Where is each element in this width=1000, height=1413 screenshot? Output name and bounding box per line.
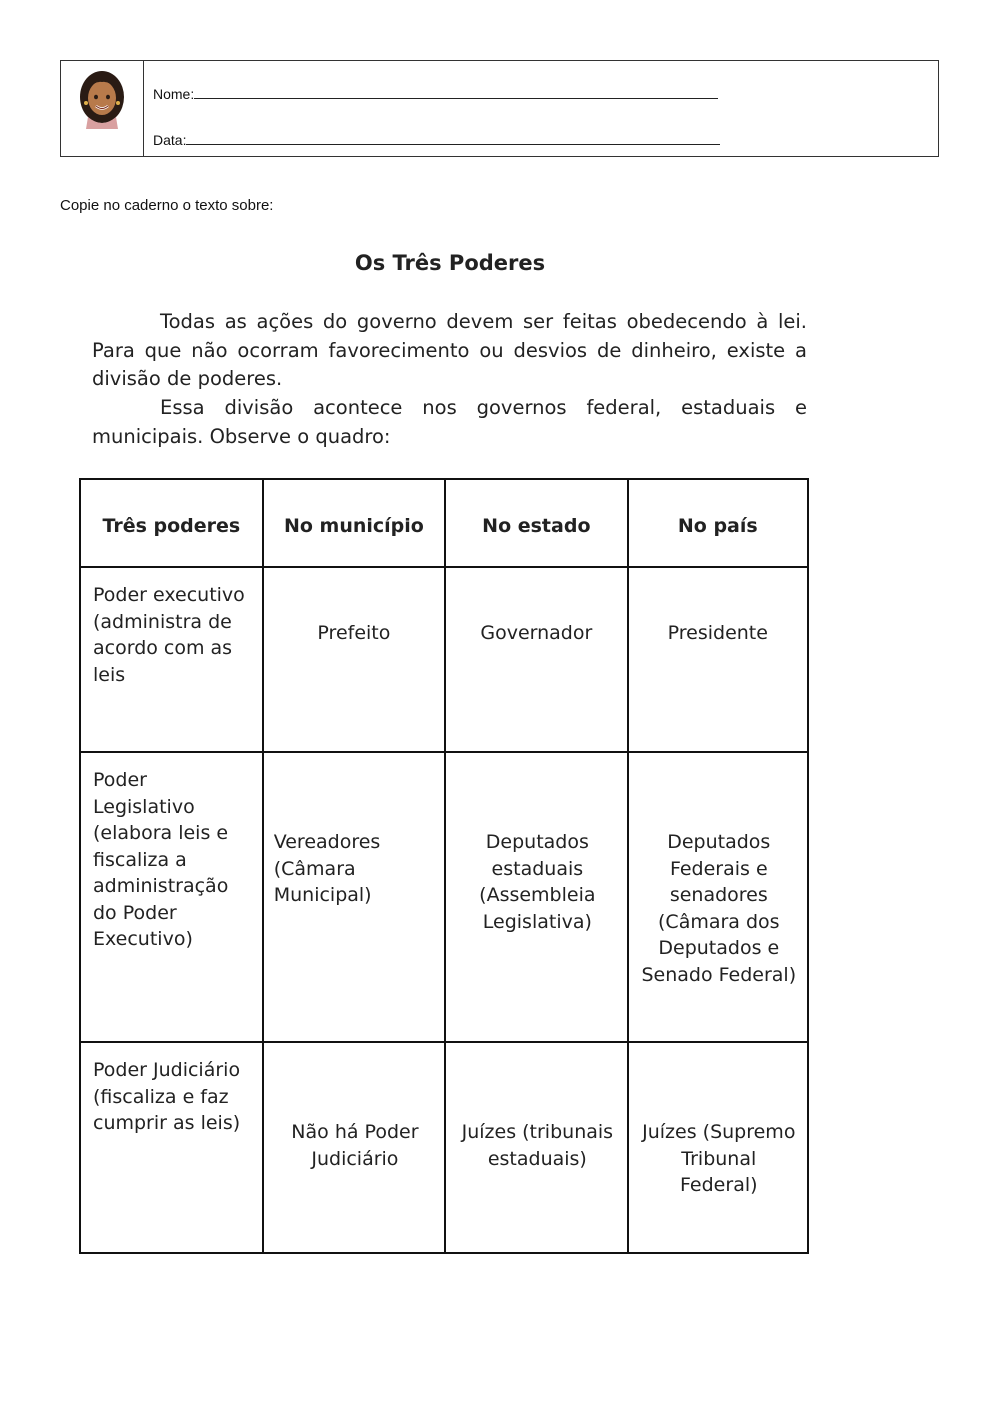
instruction-text: Copie no caderno o texto sobre: <box>60 197 274 214</box>
cell-municipio: Prefeito <box>263 567 445 752</box>
name-date-fields <box>144 61 938 156</box>
cell-pais: Juízes (Supremo Tribunal Federal) <box>628 1042 808 1253</box>
table-row <box>80 752 808 1042</box>
three-powers-table <box>79 478 809 1254</box>
date-field[interactable] <box>153 132 720 148</box>
cell-estado: Governador <box>445 567 628 752</box>
cell-municipio: Vereadores (Câmara Municipal) <box>263 752 445 1042</box>
header-pais: No país <box>628 479 808 567</box>
name-field[interactable] <box>153 86 718 102</box>
cell-power-name: Poder executivo (administra de acordo com as leis <box>80 567 263 752</box>
cell-power-name: Poder Judiciário (fiscaliza e faz cumprir as leis) <box>80 1042 263 1253</box>
cell-estado: Deputados estaduais (Assembleia Legislativa) <box>445 752 628 1042</box>
date-label: Data: <box>153 132 187 148</box>
avatar-cell <box>61 61 144 156</box>
table-row <box>80 1042 808 1253</box>
date-underline <box>186 144 720 145</box>
cell-power-name: Poder Legislativo (elabora leis e fiscaliza a administração do Poder Executivo) <box>80 752 263 1042</box>
header-tres-poderes: Três poderes <box>80 479 263 567</box>
cell-pais: Presidente <box>628 567 808 752</box>
student-info-box <box>60 60 939 157</box>
cell-municipio: Não há Poder Judiciário <box>263 1042 445 1253</box>
page-title: Os Três Poderes <box>354 251 546 275</box>
header-municipio: No município <box>263 479 445 567</box>
table-row <box>80 567 808 752</box>
name-label: Nome: <box>153 86 195 102</box>
cell-pais: Deputados Federais e senadores (Câmara dos Deputados e Senado Federal) <box>628 752 808 1042</box>
paragraph-1: Todas as ações do governo devem ser feitas obedecendo à lei. Para que não ocorram favorecimento ou desvios de dinheiro, existe a divisão de poderes. <box>92 310 807 390</box>
table-header-row <box>80 479 808 567</box>
woman-avatar-icon <box>74 67 130 129</box>
cell-estado: Juízes (tribunais estaduais) <box>445 1042 628 1253</box>
header-estado: No estado <box>445 479 628 567</box>
name-underline <box>194 98 718 99</box>
paragraph-2: Essa divisão acontece nos governos federal, estaduais e municipais. Observe o quadro: <box>92 396 807 448</box>
